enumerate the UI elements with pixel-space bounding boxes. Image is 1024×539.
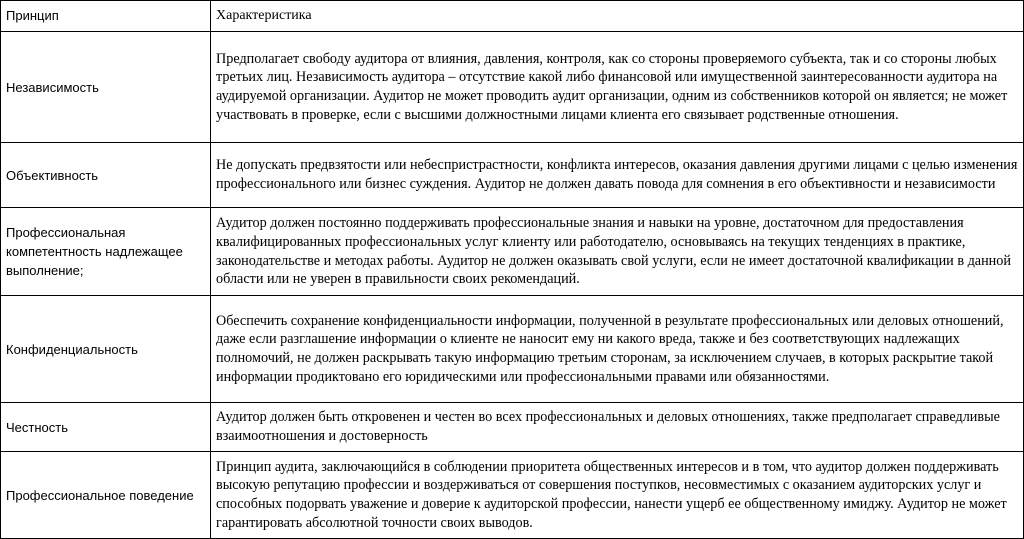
characteristic-cell: Предполагает свободу аудитора от влияния, давления, контроля, как со стороны проверяемого субъекта, так и со стороны любых третьих лиц. Независимость аудитора – отсутствие какой либо финансовой или имущественной заинтересованности аудитора на аудируемой организации. Аудитор не может проводить аудит организации, одним из собственников которой он является; не может участвовать в проверке, если с высшими должностными лицами клиента его связывает родственные отношения. [211,32,1024,143]
table-row [1,296,1024,403]
characteristic-cell: Аудитор должен постоянно поддерживать профессиональные знания и навыки на уровне, достаточном для предоставления квалифицированных профессиональных услуг клиенту или работодателю, основываясь на текущих тенденциях в практике, законодательстве и методах работы. Аудитор не должен оказывать свой услуги, если не имеет достаточной квалификации в данной области или не уверен в правильности своих рекомендаций. [211,208,1024,296]
principle-cell: Профессиональное поведение [1,452,211,539]
header-principle: Принцип [1,1,211,32]
table-row [1,32,1024,143]
principle-cell: Объективность [1,143,211,208]
table-row [1,452,1024,539]
principle-cell: Честность [1,403,211,452]
header-characteristic: Характеристика [211,1,1024,32]
principle-cell: Независимость [1,32,211,143]
table-row [1,208,1024,296]
table-row [1,403,1024,452]
table-header-row [1,1,1024,32]
principle-cell: Конфиденциальность [1,296,211,403]
characteristic-cell: Принцип аудита, заключающийся в соблюдении приоритета общественных интересов и в том, что аудитор должен поддерживать высокую репутацию профессии и воздерживаться от совершения поступков, несовместимых с оказанием аудиторских услуг и способных подорвать уважение и доверие к аудиторской профессии, нанести ущерб ее общественному имиджу. Аудитор не может гарантировать абсолютной точности своих выводов. [211,452,1024,539]
characteristic-cell: Обеспечить сохранение конфиденциальности информации, полученной в результате профессиональных или деловых отношений, даже если разглашение информации о клиенте не наносит ему ни какого вреда, также и без соответствующих надлежащих полномочий, не должен раскрывать такую информацию третьим сторонам, за исключением случаев, в которых раскрытие такой информации продиктовано его юридическими или профессиональными правами или обязанностями. [211,296,1024,403]
characteristic-cell: Аудитор должен быть откровенен и честен во всех профессиональных и деловых отношениях, также предполагает справедливые взаимоотношения и достоверность [211,403,1024,452]
principle-cell: Профессиональная компетентность надлежащее выполнение; [1,208,211,296]
characteristic-cell: Не допускать предвзятости или небеспристрастности, конфликта интересов, оказания давления другими лицами с целью изменения профессионального или бизнес суждения. Аудитор не должен давать повода для сомнения в его объективности и независимости [211,143,1024,208]
table-row [1,143,1024,208]
